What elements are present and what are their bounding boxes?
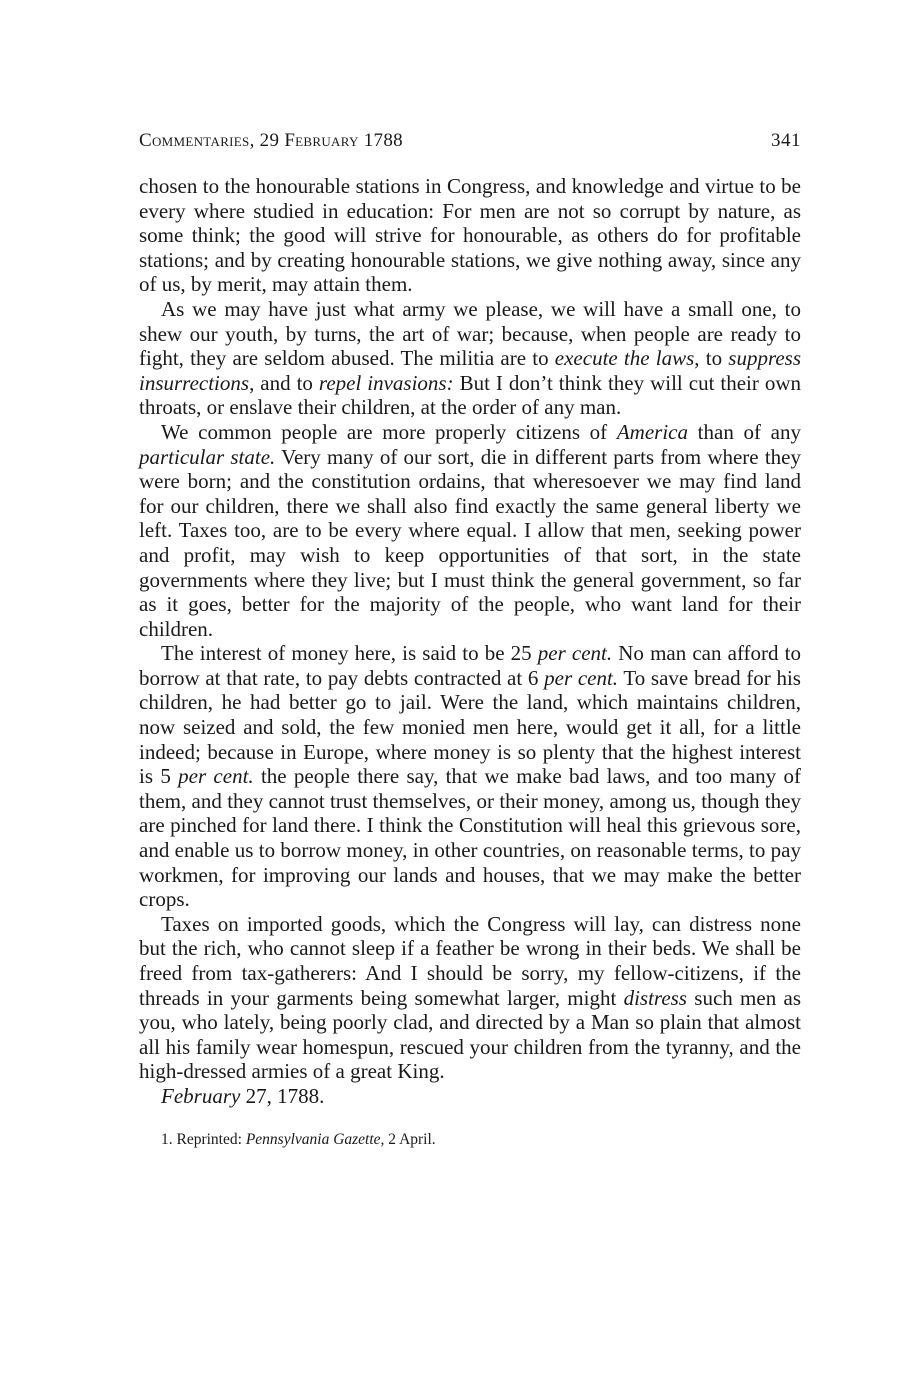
italic-phrase: per cent. [544,665,619,690]
italic-phrase: distress [623,985,687,1010]
paragraph-2-text: As we may have just what army we please, we will have a small one, to shew our youth, by turns, the art of war; because, when people are ready to fight, they are seldom abused. The militia are to [139,296,801,371]
running-head [139,128,801,154]
paragraph-4 [139,641,801,912]
footnote-date: 2 April. [384,1130,436,1148]
paragraph-4-text: To save bread for his children, he had better go to jail. Were the land, which maintains children, now seized and sold, the few monied men here, would get it all, for a little indeed; because in Europe, where money is so plenty that the highest interest is 5 [139,665,801,789]
paragraph-4-text: the people there say, that we make bad laws, and too many of them, and they cannot trust themselves, or their money, among us, though they are pinched for land there. I think the Constitution will heal this grievous sore, and enable us to borrow money, in other countries, on reasonable terms, to pay workmen, for improving our lands and houses, that we may make the better crops. [139,764,801,912]
dateline-rest: 27, 1788. [240,1083,325,1108]
dateline-month: February [161,1083,241,1108]
footnote [139,1129,801,1151]
paragraph-3-text: Very many of our sort, die in different parts from where they were born; and the constitution ordains, that wheresoever we may find land for our children, there we shall also find exactly the same general liberty we left. Taxes too, are to be every where equal. I allow that men, seeking power and profit, may wish to keep opportunities of that sort, in the state governments where they live; but I must think the general government, so far as it goes, better for the majority of the people, who want land for their children. [139,444,801,641]
paragraph-4-text: The interest of money here, is said to be 25 [161,641,538,666]
paragraph-2-text: , and to [249,370,319,395]
paragraph-2-text: But I don’t think they will cut their own throats, or enslave their children, at the order of any man. [139,370,802,420]
body-text [139,174,801,1109]
document-page [139,128,801,1151]
paragraph-2-text: , to [694,346,729,371]
italic-phrase: per cent. [537,641,613,666]
paragraph-3-text: We common people are more properly citizens of [161,419,617,444]
paragraph-4-text: No man can afford to borrow at that rate, to pay debts contracted at 6 [139,641,802,690]
italic-phrase: particular state. [139,444,276,469]
paragraph-1: chosen to the honourable stations in Congress, and knowledge and virtue to be every where studied in education: For men are not so corrupt by nature, as some think; the good will strive for honourable, as others do for profitable stations; and by creating honourable stations, we give nothing away, since any of us, by merit, may attain them. [139,174,801,297]
paragraph-3 [139,420,801,641]
italic-phrase: execute the laws [554,346,695,371]
paragraph-2 [139,297,801,420]
dateline [139,1084,801,1109]
footnote-prefix: 1. Reprinted: [161,1130,246,1148]
italic-phrase: America [616,419,689,444]
paragraph-3-text: than of any [688,419,801,444]
italic-phrase: repel invasions: [318,370,454,395]
page-number: 341 [771,130,801,151]
paragraph-5-text: such men as you, who lately, being poorly clad, and directed by a Man so plain that almost all his family wear homespun, rescued your children from the tyranny, and the high-dressed armies of a great King. [139,985,801,1084]
italic-phrase: per cent. [178,764,254,789]
footnote-source: Pennsylvania Gazette, [245,1130,385,1148]
paragraph-5 [139,912,801,1084]
italic-phrase: suppress insurrections [139,346,802,395]
running-title: Commentaries, 29 February 1788 [139,130,403,151]
paragraph-5-text: Taxes on imported goods, which the Congress will lay, can distress none but the rich, who cannot sleep if a feather be wrong in their beds. We shall be freed from tax-gatherers: And I should be sorry, my fellow-citizens, if the threads in your garments being somewhat larger, might [139,911,801,1010]
